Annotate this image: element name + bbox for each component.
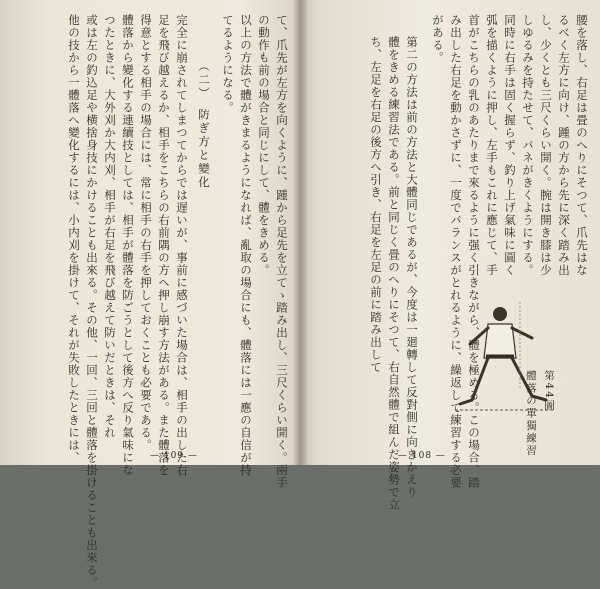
text-column: るべく左方に向け、踵の方から先に深く踏み出: [557, 14, 571, 277]
text-column: 完全に崩されてしまつてからでは遅いが、事前に感づいた場合は、相手の出した右: [175, 14, 189, 477]
text-column: 得意とする相手の場合には、常に相手の右手を押しておくことも必要である。: [139, 14, 153, 452]
text-column: てるようになる。: [221, 14, 235, 114]
text-column: ち、左足を右足の後方へ引き、右足を左足の前に踏み出して: [369, 36, 383, 374]
text-column: しゆるみを持たせて、バネがきくようにする。: [521, 14, 535, 277]
section-heading: 第二の方法は前の方法と大體同じであるが、今度は一廻轉して反對側に向きかえり: [405, 36, 419, 499]
figure-number: 第44圖: [543, 370, 555, 413]
text-column: 以上の方法で體がきまるようになれば、亂取の場合にも、體落には一應の自信が持: [239, 14, 253, 477]
text-column: 體落から變化する連續技としては、相手が體落を防ごうとして後方へ反り氣味にな: [121, 14, 135, 477]
page-number: — 109 —: [150, 451, 198, 461]
text-column: がある。: [431, 14, 445, 64]
text-column: 他の技から一體落へ變化するには、小内刈を掛けて、それが失敗したときには、: [67, 14, 81, 464]
text-column: つたときに、大外刈か大内刈、相手が右足を飛び越えて防いだときは、それ: [103, 14, 117, 439]
text-column: 同時に右手は固く握らず、釣り上げ氣味に圓く: [503, 14, 517, 277]
text-column: み出した右足を動かさずに、一度でバランスがとれるように、繰返して練習する必要: [449, 14, 463, 489]
text-column: し、少くとも三尺くらい開く。腕は開き膝は少: [539, 14, 553, 277]
page-number: — 108 —: [398, 451, 446, 461]
section-heading: （二） 防ぎ方と變化: [197, 60, 211, 190]
text-column: 或は左の釣込足や横捨身技にかけることも出來る。その他、一回、三回と體落を掛けることも出來る。: [85, 14, 99, 589]
text-column: の動作も前の場合と同じにして、體をきめる。: [257, 14, 271, 277]
figure-caption: 體落の單獨練習: [525, 370, 537, 458]
text-column: 足を飛び越えるか、相手をこちらの右前隅の方へ押し崩す方法がある。また體落を: [157, 14, 171, 477]
text-column: 腰を落し、右足は畳のへりにそつて、爪先はな: [575, 14, 589, 277]
text-column: 首がこちらの乳のあたりまで來るように强く引きながら、體を極める。この場合、踏: [467, 14, 481, 489]
text-column: 體をきめる練習法である。前と同じく畳のへりにそつて、右自然體で組んだ姿勢で立: [387, 36, 401, 511]
text-column: て、爪先が左方を向くように、踵から足先を立てゝ踏み出し、三尺くらい開く。兩手: [275, 14, 289, 489]
text-column: 弧を描くように押し、左手もこれに應じて、手: [485, 14, 499, 277]
left-page: [0, 0, 298, 589]
